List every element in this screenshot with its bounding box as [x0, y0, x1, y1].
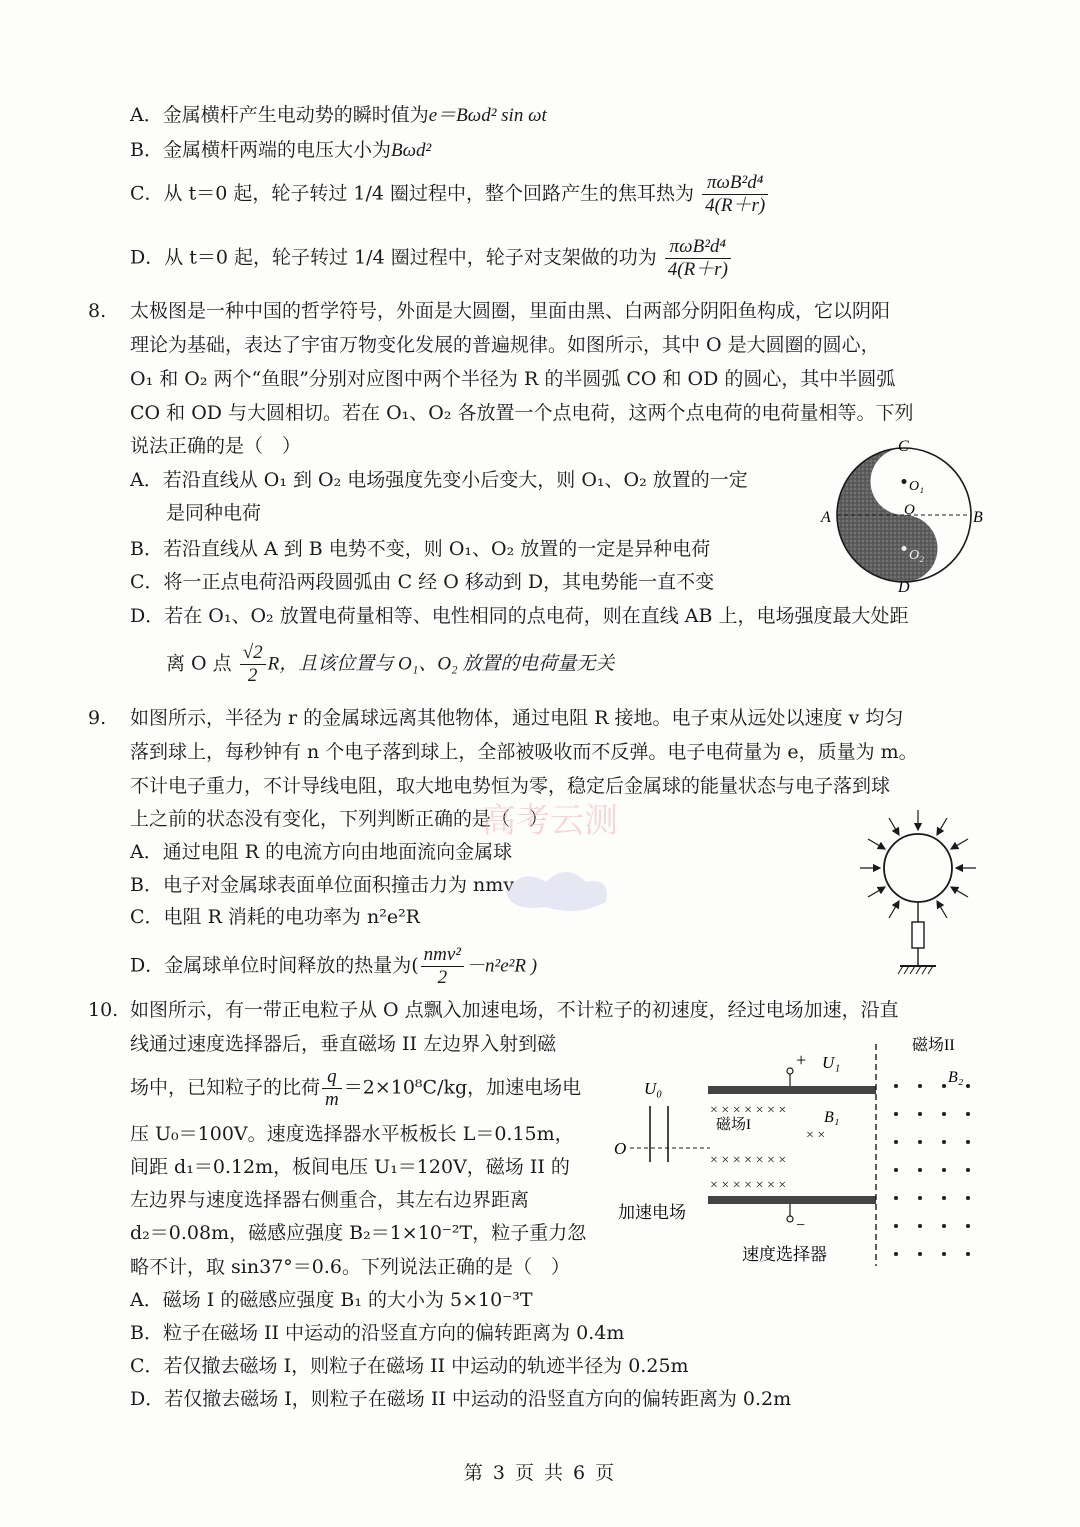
page-footer: 第 3 页 共 6 页: [463, 1462, 617, 1484]
q10-number: 10.: [88, 999, 119, 1021]
q9-stem-line-2: 落到球上，每秒钟有 n 个电子落到球上，全部被吸收而不反弹。电子电荷量为 e，质量为 m。: [130, 741, 918, 763]
q8-option-d: D．若在 O₁、O₂ 放置电荷量相等、电性相同的点电荷，则在直线 AB 上，电场强度最大处距: [130, 605, 909, 627]
q9-stem-line-3: 不计电子重力，不计导线电阻，取大地电势恒为零，稳定后金属球的能量状态与电子落到球: [130, 775, 891, 797]
watermark-logo: [476, 782, 636, 922]
q7-d-fraction: $\frac{\text{πωB²d⁴}}{4(R+r)}$: [665, 236, 731, 281]
field2-dots: [894, 1084, 970, 1256]
q10-stem-line-3: 场中，已知粒子的比荷 $\frac{q}{m}$ ＝2×10⁸C/kg，加速电场电: [130, 1066, 582, 1110]
q9-option-b: B．电子对金属球表面单位面积撞击力为 nmv: [130, 874, 514, 896]
svg-text:× × × × × × ×: × × × × × × ×: [710, 1153, 787, 1168]
q8-stem-line-4: CO 和 OD 与大圆相切。若在 O₁、O₂ 各放置一个点电荷，这两个点电荷的电荷量相等。下列: [130, 402, 914, 424]
taiji-o2-point: [902, 546, 907, 551]
label-b1: B₁: [824, 1109, 840, 1126]
metal-sphere: [884, 834, 952, 902]
label-b2: B₂: [948, 1069, 964, 1086]
taiji-label-b: B: [973, 509, 983, 526]
q9-option-a: A．通过电阻 R 的电流方向由地面流向金属球: [130, 841, 513, 863]
label-selector: 速度选择器: [742, 1245, 827, 1264]
taiji-label-a: A: [821, 509, 831, 526]
q8-number: 8.: [88, 300, 107, 322]
q10-stem-line-1: 如图所示，有一带正电粒子从 O 点飘入加速电场，不计粒子的初速度，经过电场加速，沿直: [130, 999, 899, 1021]
selector-top-plate: [708, 1086, 876, 1094]
taiji-label-o: O: [904, 502, 915, 518]
q9-stem-line-1: 如图所示，半径为 r 的金属球远离其他物体，通过电阻 R 接地。电子束从远处以速度 v 均匀: [130, 707, 904, 729]
q10-option-a: A．磁场 I 的磁感应强度 B₁ 的大小为 5×10⁻³T: [130, 1289, 533, 1311]
q8-stem-line-1: 太极图是一种中国的哲学符号，外面是大圆圈，里面由黑、白两部分阴阳鱼构成，它以阴阳: [130, 300, 891, 322]
label-u0: U₀: [644, 1079, 663, 1098]
q10-stem-line-7: d₂＝0.08m，磁感应强度 B₂＝1×10⁻²T，粒子重力忽: [130, 1222, 587, 1244]
label-u1: U₁: [822, 1053, 841, 1072]
taiji-figure: [818, 436, 983, 596]
q8-option-a-cont: 是同种电荷: [166, 502, 262, 524]
q8-stem-line-5: 说法正确的是（ ）: [130, 435, 302, 457]
q8-option-d-cont: 离 O 点 $\frac{√2}{2}$ R，且该位置与 O₁、O₂ 放置的电荷量无关: [166, 642, 615, 686]
q10-stem-line-8: 略不计，取 sin37°＝0.6。下列说法正确的是（ ）: [130, 1256, 570, 1278]
q8-stem-line-3: O₁ 和 O₂ 两个“鱼眼”分别对应图中两个半径为 R 的半圆弧 CO 和 OD 的圆心，其中半圆弧: [130, 368, 896, 390]
q7-option-a: A．金属横杆产生电动势的瞬时值为e＝Bωd² sin ωt: [130, 104, 547, 126]
q8-stem-line-2: 理论为基础，表达了宇宙万物变化发展的普遍规律。如图所示，其中 O 是大圆圈的圆心，: [130, 334, 880, 356]
taiji-label-d: D: [898, 579, 910, 596]
q9-d-fraction: $\frac{\text{nmv²}}{2}$: [421, 944, 464, 989]
taiji-o1-point: [902, 479, 907, 484]
q9-number: 9.: [88, 707, 107, 729]
q7-option-d: D．从 t＝0 起，轮子转过 1/4 圈过程中，轮子对支架做的功为 $\frac{\text{πωB²d⁴}}{4(R+r)}$: [130, 236, 733, 281]
selector-bottom-plate: [708, 1196, 876, 1204]
q7-option-c: C．从 t＝0 起，轮子转过 1/4 圈过程中，整个回路产生的焦耳热为 $\frac{\text{πωB²d⁴}}{4(R+r)}$: [130, 172, 770, 217]
q8-d-fraction: $\frac{√2}{2}$: [240, 642, 266, 687]
label-plus: +: [796, 1050, 807, 1070]
svg-text:高考云测: 高考云测: [482, 801, 618, 841]
label-accel: 加速电场: [618, 1203, 686, 1222]
svg-text:× × × × × × ×: × × × × × × ×: [710, 1178, 787, 1193]
q10-option-d: D．若仅撤去磁场 I，则粒子在磁场 II 中运动的沿竖直方向的偏转距离为 0.2m: [130, 1388, 792, 1410]
q8-option-c: C．将一正点电荷沿两段圆弧由 C 经 O 移动到 D，其电势能一直不变: [130, 571, 715, 593]
q10-option-c: C．若仅撤去磁场 I，则粒子在磁场 II 中运动的轨迹半径为 0.25m: [130, 1355, 689, 1377]
q8-option-a: A．若沿直线从 O₁ 到 O₂ 电场强度先变小后变大，则 O₁、O₂ 放置的一定: [130, 469, 748, 491]
selector-figure: [610, 1030, 990, 1270]
q9-stem-line-4: 上之前的状态没有变化，下列判断正确的是（ ）: [130, 808, 549, 830]
q9-option-d: D．金属球单位时间释放的热量为( $\frac{\text{nmv²}}{2}$ －n²e²R ): [130, 944, 538, 988]
sphere-figure: [860, 806, 980, 982]
label-minus: −: [796, 1217, 806, 1234]
svg-text:× × × × × × ×: × × × × × × ×: [710, 1103, 787, 1118]
q7-c-fraction: $\frac{\text{πωB²d⁴}}{4(R+r)}$: [702, 172, 768, 217]
label-field1: 磁场I: [716, 1117, 751, 1133]
q7-option-b: B．金属横杆两端的电压大小为Bωd²: [130, 139, 432, 161]
label-field2: 磁场II: [912, 1037, 955, 1054]
q8-option-b: B．若沿直线从 A 到 B 电势不变，则 O₁、O₂ 放置的一定是异种电荷: [130, 538, 711, 560]
resistor-r: [912, 922, 924, 948]
q10-stem-line-2: 线通过速度选择器后，垂直磁场 II 左边界入射到磁: [130, 1033, 557, 1055]
taiji-label-o1: O₁: [909, 479, 924, 494]
taiji-label-c: C: [898, 438, 909, 455]
label-o: O: [614, 1139, 627, 1158]
svg-text:× ×: × ×: [806, 1128, 826, 1143]
q10-stem-line-5: 间距 d₁＝0.12m，板间电压 U₁＝120V，磁场 II 的: [130, 1156, 570, 1178]
q9-option-c: C．电阻 R 消耗的电功率为 n²e²R: [130, 906, 420, 928]
q10-stem-line-6: 左边界与速度选择器右侧重合，其左右边界距离: [130, 1189, 530, 1211]
q10-stem-line-4: 压 U₀＝100V。速度选择器水平板板长 L＝0.15m，: [130, 1123, 574, 1145]
taiji-label-o2: O₂: [909, 548, 924, 563]
q10-charge-ratio: $\frac{q}{m}$: [322, 1066, 342, 1111]
q10-option-b: B．粒子在磁场 II 中运动的沿竖直方向的偏转距离为 0.4m: [130, 1322, 625, 1344]
